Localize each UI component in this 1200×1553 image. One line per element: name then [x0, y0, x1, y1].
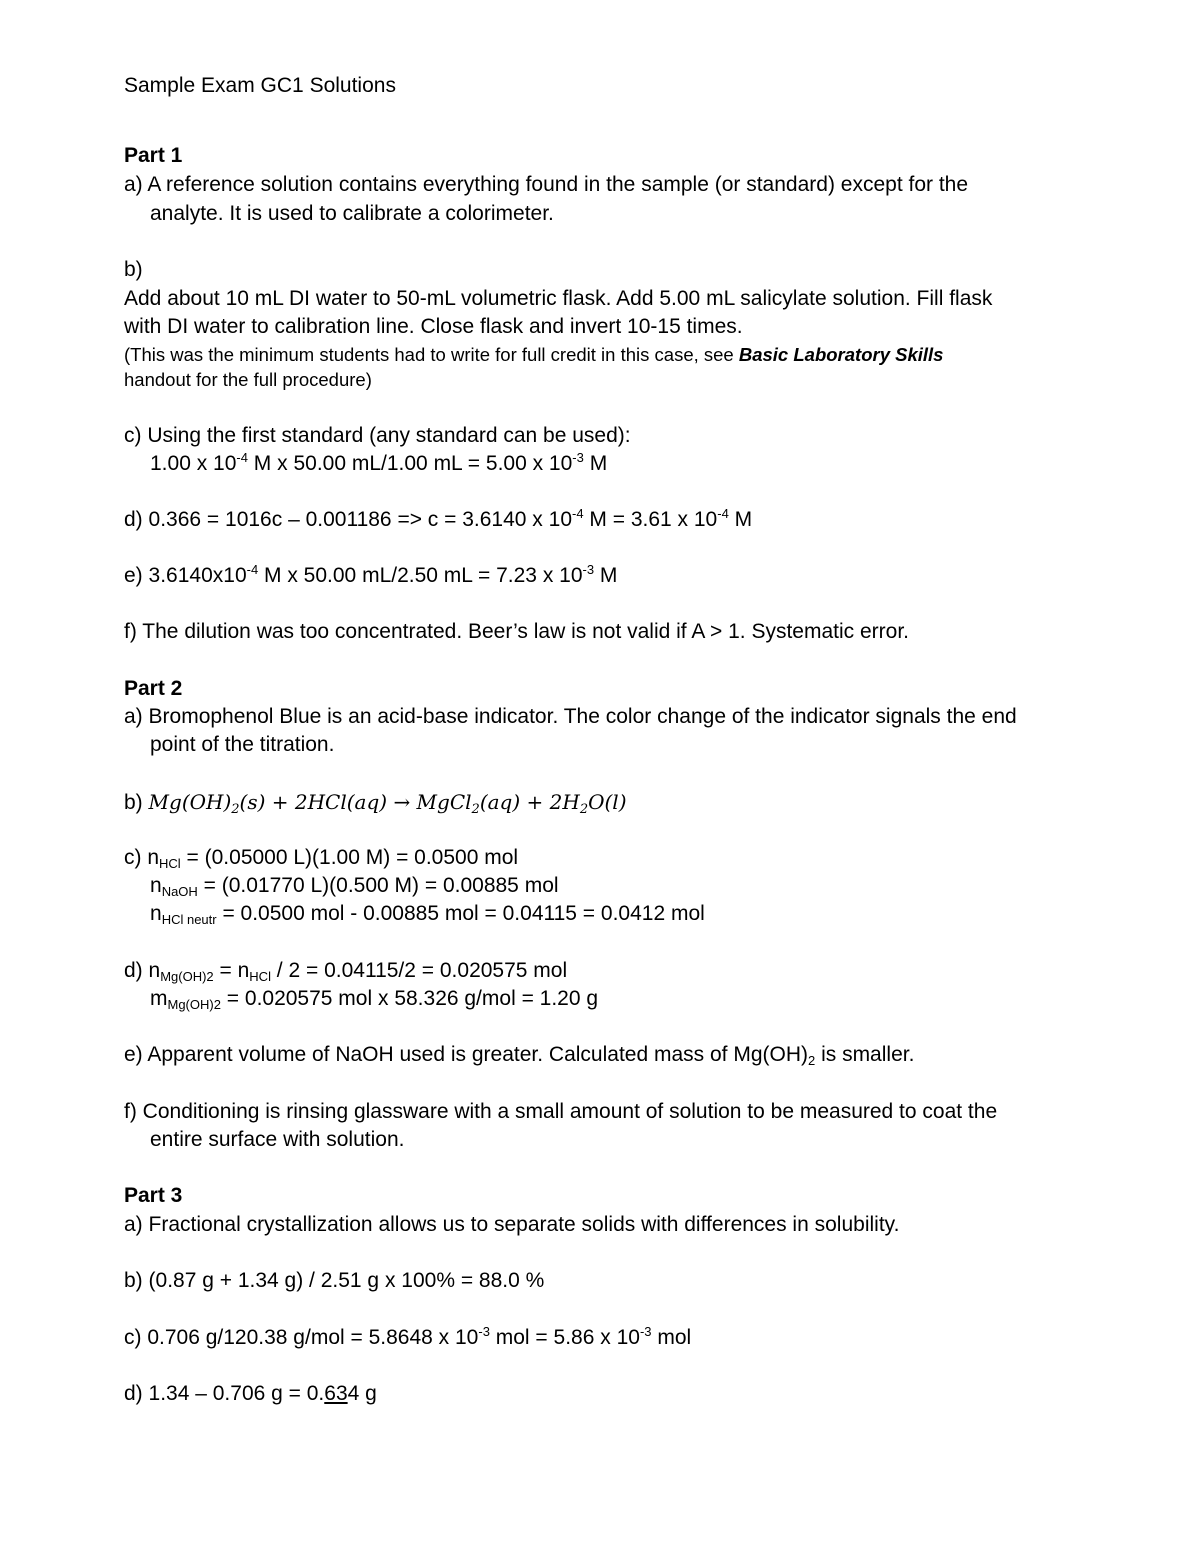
part2-b-equation: b) $Mg(OH)_2(s) + 2HCl(aq)$ → MgCl$_2$(aq) + $2H_2O(l)$: [124, 790, 627, 817]
part2-c-line1: c) $n_{HCl} = (0.05000$ L)(1.00 M) = 0.0500 mol: [124, 846, 519, 871]
part1-d-line: d) 0.366 = 1016c – 0.001186 => c = 3.6140 x $10^{-4}$ M = 3.61 x $10^{-4}$ M: [124, 506, 753, 531]
part2-c-line2: $n_{NaOH} = (0.01770$ L)(0.500 M) = 0.00885 mol: [150, 874, 559, 899]
part2-heading: Part 2: [124, 677, 183, 700]
part1-b-line2: with DI water to calibration line. Close flask and invert 10-15 times.: [124, 315, 743, 338]
part2-d-line2: $m_{Mg(OH)2} = 0.020575$ mol x 58.326 g/mol = 1.20 g: [150, 987, 599, 1012]
part2-f-line2: entire surface with solution.: [150, 1128, 405, 1151]
part3-heading: Part 3: [124, 1184, 183, 1207]
part2-e-line: e) Apparent volume of NaOH used is greater. Calculated mass of $Mg(OH)_2$ is smaller.: [124, 1043, 915, 1068]
part1-a-line1: a) A reference solution contains everything found in the sample (or standard) except for the: [124, 173, 969, 196]
part2-f-line1: f) Conditioning is rinsing glassware with a small amount of solution to be measured to coat the: [124, 1100, 998, 1123]
document-title: Sample Exam GC1 Solutions: [124, 74, 396, 97]
part1-c-line1: c) Using the first standard (any standard can be used):: [124, 424, 631, 447]
part1-a-line2: analyte. It is used to calibrate a colorimeter.: [150, 202, 554, 225]
part2-a-line1: a) Bromophenol Blue is an acid-base indicator. The color change of the indicator signals the end: [124, 705, 1017, 728]
part1-b-label: b): [124, 258, 143, 281]
part1-b-line1: Add about 10 mL DI water to 50-mL volumetric flask. Add 5.00 mL salicylate solution. Fill flask: [124, 287, 993, 310]
part2-a-line2: point of the titration.: [150, 733, 335, 756]
part2-c-line3: $n_{HCl neutr} = 0.0500$ mol - 0.00885 mol = 0.04115 = 0.0412 mol: [150, 902, 705, 927]
part1-c-line2: 1.00 x $10^{-4}$ M x 50.00 mL/1.00 mL = 5.00 x $10^{-3}$ M: [150, 450, 608, 475]
part2-d-line1: d) $n_{Mg(OH)2} = n_{HCl} / 2 = 0.04115/2 = 0.020575$ mol: [124, 959, 568, 984]
part1-e-line: e) $3.6140x10^{-4}$ M x 50.00 mL/2.50 mL = 7.23 x $10^{-3}$ M: [124, 562, 618, 587]
part3-a-line: a) Fractional crystallization allows us to separate solids with differences in solubility.: [124, 1213, 900, 1236]
part1-b-note1: (This was the minimum students had to write for full credit in this case, see Basic Laboratory Skills: [124, 344, 944, 365]
part1-b-note2: handout for the full procedure): [124, 369, 372, 390]
part3-b-line: b) (0.87 g + 1.34 g) / 2.51 g x 100% = 88.0 %: [124, 1269, 545, 1292]
reaction-equation: $Mg(OH)_2(s) + 2HCl(aq)$ → MgCl$_2$(aq) + $2H_2O(l)$: [148, 790, 627, 817]
part3-d-line: d) 1.34 – 0.706 g = 0.634 g: [124, 1382, 377, 1405]
part1-heading: Part 1: [124, 144, 183, 167]
part1-f-line: f) The dilution was too concentrated. Beer’s law is not valid if A > 1. Systematic error.: [124, 620, 909, 643]
part3-c-line: c) 0.706 g/120.38 g/mol = 5.8648 x $10^{-3}$ mol = 5.86 x $10^{-3}$ mol: [124, 1324, 692, 1349]
